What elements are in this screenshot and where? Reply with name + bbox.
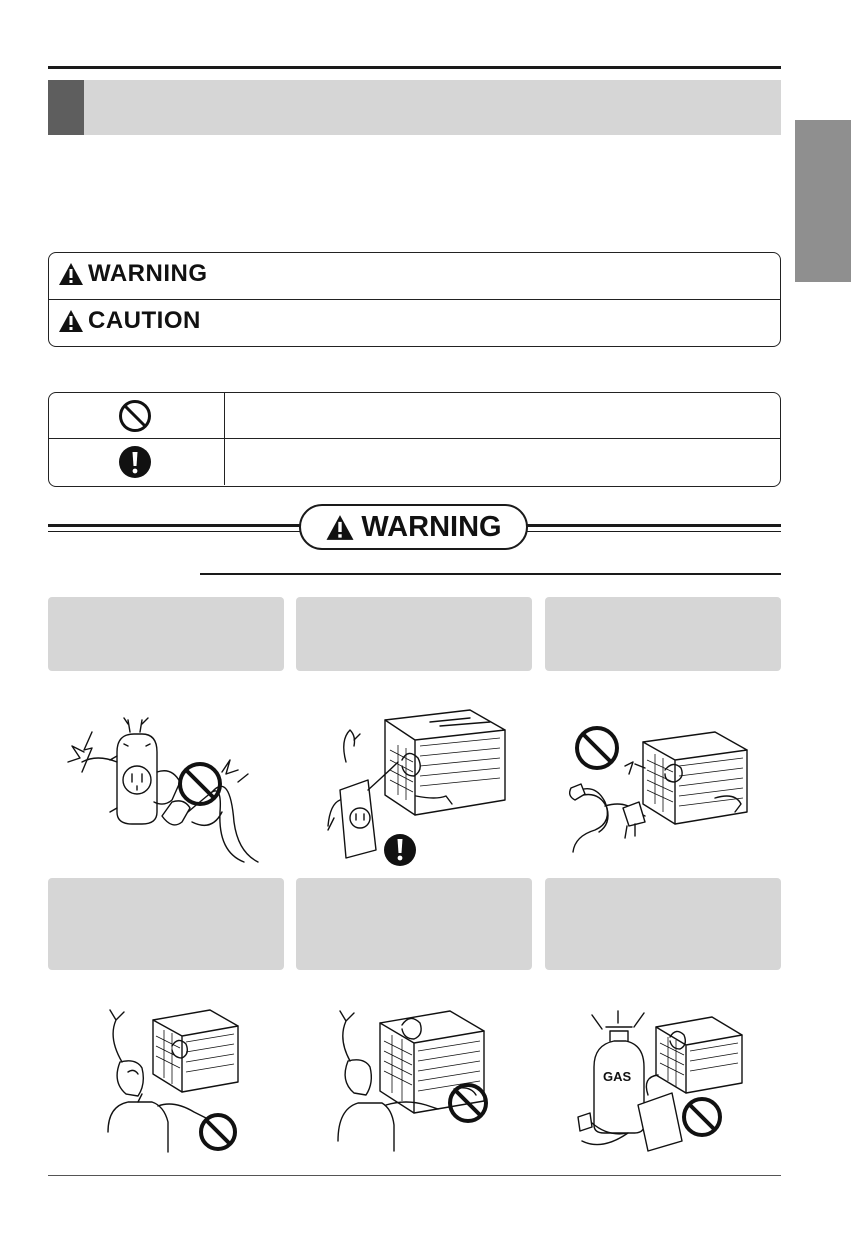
gas-label: GAS	[603, 1069, 632, 1084]
footer-rule	[48, 1175, 781, 1176]
note-box-2	[296, 597, 532, 671]
illustration-person-at-unit	[98, 1002, 248, 1154]
illustration-power-cord	[565, 712, 765, 872]
mandatory-exclamation-icon	[118, 445, 152, 479]
note-box-4	[48, 878, 284, 970]
top-rule	[48, 66, 781, 69]
section-marker	[48, 80, 84, 135]
language-side-tab	[795, 120, 851, 282]
signal-word-warning-label: WARNING	[88, 260, 208, 287]
warning-banner-label: WARNING	[361, 510, 502, 543]
section-header-bar	[48, 80, 781, 135]
subsection-rule	[200, 573, 781, 575]
signal-word-caution-label: CAUTION	[88, 307, 201, 334]
note-box-3	[545, 597, 781, 671]
warning-banner	[299, 504, 528, 550]
signal-word-divider	[48, 299, 781, 300]
illustration-damaged-plug	[62, 712, 262, 877]
note-box-1	[48, 597, 284, 671]
symbol-legend-column-divider	[224, 393, 225, 485]
warning-triangle-icon	[58, 309, 84, 333]
illustration-gas-cylinder	[572, 1005, 752, 1153]
warning-triangle-icon	[325, 514, 355, 541]
signal-word-caution	[58, 309, 201, 333]
illustration-person-at-grille	[330, 1005, 500, 1153]
symbol-legend-row-divider	[48, 438, 781, 439]
symbol-legend-box	[48, 392, 781, 487]
signal-word-warning	[58, 262, 208, 286]
prohibited-icon	[118, 399, 152, 433]
note-box-5	[296, 878, 532, 970]
note-box-6	[545, 878, 781, 970]
warning-triangle-icon	[58, 262, 84, 286]
illustration-grounded-outlet	[320, 700, 520, 870]
